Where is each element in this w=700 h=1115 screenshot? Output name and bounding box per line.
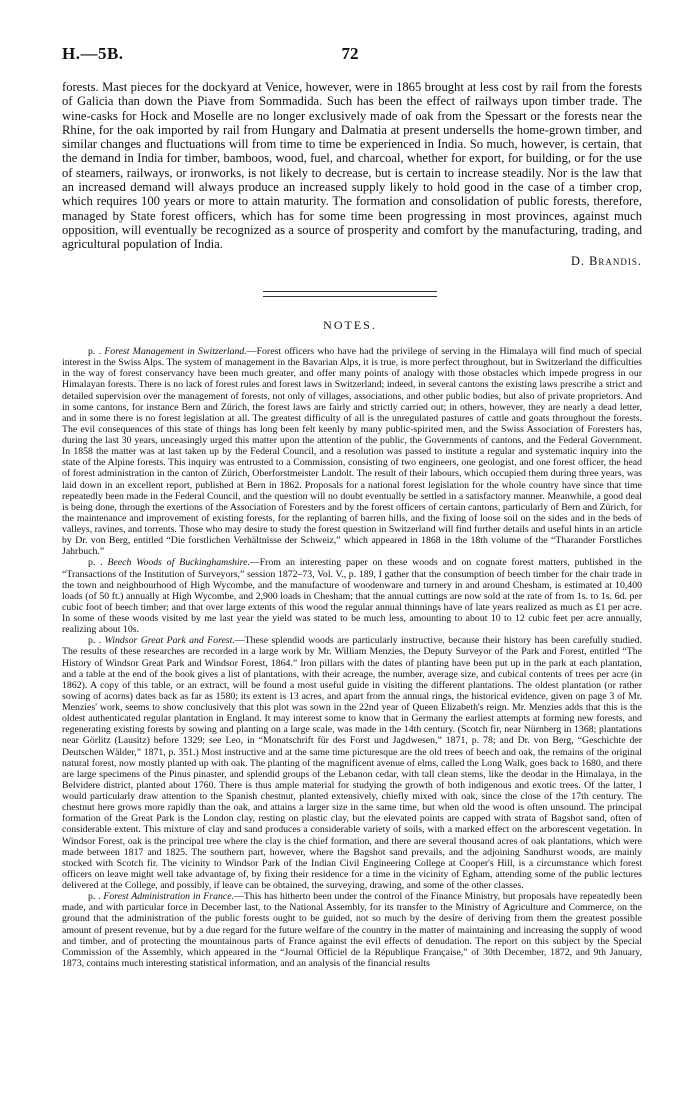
note-buckinghamshire [62,557,642,635]
note-ref: p. . [88,557,108,569]
note-ref: p. . [88,635,105,647]
note-france [62,891,642,969]
author-signature: D. Brandis. [570,253,642,268]
main-paragraph: forests. Mast pieces for the dockyard at Venice, however, were in 1865 brought at less cost by rail from the forests of Galicia than down the Piave from Sommadida. Such has been the effect of railways upon timber trade. The wine-casks for Hock and Moselle are no longer exclusively made of oak from the Spessart or the forests near the Rhine, for the oak imported by rail from Hungary and Dalmatia at present undersells the home-grown timber, and similar changes and fluctuations will from time to time be experienced in India. So much, however, is certain, that the demand in India for timber, bamboos, wood, fuel, and charcoal, whether for export, for building, or for the use of steamers, railways, or ironworks, is not likely to decrease, but is certain to increase steadily. Nor is the law that an increased demand will always produce an increased supply likely to hold good in the case of a timber crop, which requires 100 years or more to attain maturity. The formation and consolidation of public forests, therefore, managed by State forest officers, which has for some time been progressing in most provinces, against much opposition, will eventually be recognized as a source of prosperity and comfort by the manufacturing, trading, and agricultural population of India. [62,80,642,252]
note-text: —From an interesting paper on these woods and on cognate forest matters, published in the “Transactions of the Institution of Surveyors,” session 1872–73, Vol. V., p. 189, I gather that the consumption of beech timber for the chair trade in the town and neighbourhood of High Wycombe, and the manufacture of woodenware and turnery in and around Chesham, is estimated at 10,400 loads (of 50 ft.) annually at High Wycombe, and 2,900 loads in Chesham; that the annual cuttings are now sold at the rate of from 1s. to 1s. 6d. per cubic foot of beech timber; and that over large extents of this wood the regular annual thinnings have of late years realized as much as £1 per acre. In some of these woods visited by me last year the yield was stated to be much less, amounting to about 10 to 12 cubic feet per acre annually, realizing about 10s. [62,557,642,636]
note-switzerland [62,346,642,557]
separator-rule [263,291,437,292]
note-text: —This has hitherto been under the control of the Finance Ministry, but proposals have repeatedly been made, and with particular force in December last, to the National Assembly, for its transfer to the Ministry of Agriculture and Commerce, on the ground that the administration of the public forests ought to be guided, not so much by the desire of deriving from them the greatest possible amount of present revenue, but by a due regard for the future welfare of the country in the matter of maintaining and increasing the supply of wood and timber, and of protecting the mountainous parts of France against the evil effects of denudation. The report on this subject by the Special Commission of the Assembly, which appeared in the “Journal Officiel de la République Française,” of 30th December, 1872, and 9th January, 1873, contains much interesting statistical information, and an analysis of the financial results [62,891,643,969]
note-title: Windsor Great Park and Forest. [104,635,235,647]
note-title: Forest Management in Switzerland. [104,346,247,357]
note-text: —These splendid woods are particularly instructive, because their history has been carefully studied. The results of these researches are recorded in a large work by Mr. William Menzies, the Deputy Surveyor of the Park and Forest, entitled “The History of Windsor Great Park and Windsor Forest, 1864.” Iron pillars with the dates of planting have been put up in the park at each plantation, and a table at the end of the book gives a list of plantations, with their acreage, the number, average size, and cubical contents of trees per acre (in 1862). A copy of this table, or an extract, will be found a most useful guide in visiting the different plantations. The oldest plantation (or rather sowing of acorns) dates back as far as 1580; its extent is 13 acres, and apart from the annual rings, the historical evidence, given on page 3 of Mr. Menzies' work, seems to show conclusively that this plot was sown in the 22nd year of Queen Elizabeth's reign. Mr. Menzies adds that this is the oldest authenticated regular plantation in England. It may interest some to know that in Germany the earliest attempts at forming new forests, and regenerating existing forests by sowing and planting on a large scale, was made in the 14th century. (Scotch fir, near Nürnberg in 1368; plantations near Görlitz (Lausitz) before 1329; see Leo, in “Monatschrift für des Forst und Jagdwesen,” 1871, p. 78; and Dr. von Berg, “Geschichte der Deutschen Wälder,” 1871, p. 351.) Most instructive and at the same time picturesque are the old trees of beech and oak, the remains of the original natural forest, now mostly planted up with oak. The planting of the magnificent avenue of elms, called the Long Walk, goes back to 1680, and there are large specimens of the Pinus pinaster, and splendid groups of the Lebanon cedar, with tall clean stems, like the deodar in the Himalaya, in the Belvidere district, planted about 1760. There is thus ample material for studying the growth of both indigenous and exotic trees. Of the latter, I would particularly draw attention to the Spanish chestnut, planted extensively, chiefly mixed with oak, since the close of the 17th century. The chestnut here grows more rapidly than the oak, and attains a larger size in the same time, but when old the wood is often unsound. The principal formation of the Great Park is the London clay, resting on plastic clay, but the elevated points are capped with strata of Bagshot sand, often of considerable extent. This mixture of clay and sand produces a considerable variety of soils, with a marked effect on the arborescent vegetation. In Windsor Forest, oak is the principal tree where the clay is the chief formation, and there are several thousand acres of oak plantations, which were made between 1817 and 1825. The southern part, however, where the Bagshot sand prevails, and the adjoining Sandhurst woods, are mainly stocked with Scotch fir. The vicinity to Windsor Park of the Indian Civil Engineering College at Cooper's Hill, is a circumstance which forest officers on leave might well take advantage of, by fixing their residence for a time in the vicinity of Egham, attending some of the public lectures delivered at the College, and possibly, if leave can be obtained, the surveying, drawing, and some of the other classes. [62,635,643,891]
page-number: 72 [341,44,359,63]
note-ref: p. . [88,891,104,903]
note-title: Beech Woods of Buckinghamshire. [107,557,250,569]
document-id: H.—5B. [62,44,124,63]
separator-rule [263,296,437,297]
main-text [62,80,642,269]
note-windsor [62,635,642,891]
notes-section [62,346,642,969]
page-header [62,44,638,68]
note-ref: p. . [88,346,105,357]
note-title: Forest Administration in France. [103,891,235,903]
notes-heading: NOTES. [323,318,377,332]
note-text: —Forest officers who have had the privilege of serving in the Himalaya will find much of special interest in the Swiss Alps. The system of management in the Bavarian Alps, it is true, is more perfect throughout, but in Switzerland the difficulties in the way of forest conservancy have been much greater, and offer many points of analogy with those obstacles which impede progress in our Himalayan forests. There is no lack of forest rules and forest laws in Switzerland; indeed, in several cantons the existing laws prescribe a strict and detailed supervision over the management of forests, not only of villages, associations, and other public bodies, but also of private proprietors. And in some cantons, for instance Bern and Zürich, the forest laws are fairly and strictly carried out; in others, however, they are nearly a dead letter, and in some there is no forest legislation at all. The greatest difficulty of all is the unregulated pastures of cattle and goats throughout the forests. The evil consequences of this state of things has long been felt keenly by many public-spirited men, and the Swiss Association of Foresters has, during the last 30 years, unceasingly urged this matter upon the attention of the public, the Governments of cantons, and the Federal Government. In 1858 the matter was at last taken up by the Federal Council, and a resolution was passed to institute a regular and systematic inquiry into the state of the Alpine forests. This inquiry was entrusted to a Commission, consisting of two engineers, one geologist, and one forest officer, the head of forest administration in the canton of Zürich, Oberforstmeister Landolt. The result of their labours, which occupied them during three years, was laid down in an excellent report, published at Bern in 1862. Proposals for a national forest legislation for the whole country have since that time repeatedly been made in the Federal Council, and the question will no doubt eventually be settled in a satisfactory manner. Meanwhile, a good deal is being done, through the exertions of the Association of Foresters and by the forest officers of certain cantons, particularly of Bern and Zürich, for the maintenance and improvement of existing forests, for the replanting of barren hills, and the fixing of loose soil on the sides and in the beds of valleys, ravines, and torrents. Those who may desire to study the forest question in Switzerland will find further details and useful hints in an article by Dr. von Berg, entitled “Die forstlichen Verhältnisse der Schweiz,” which appeared in 1868 in the 18th volume of the “Tharander Forstliches Jahrbuch.” [62,346,642,558]
